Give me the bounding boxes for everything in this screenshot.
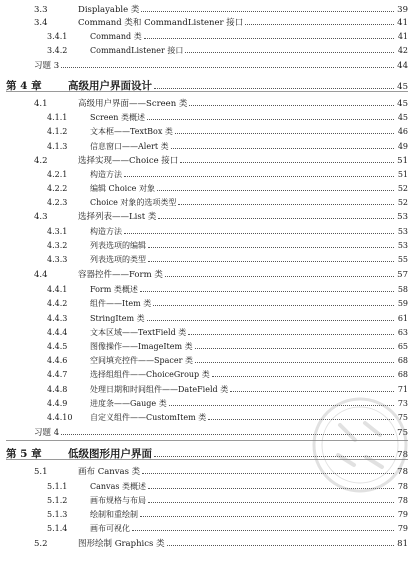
toc-page-number: 73 [397,399,408,408]
toc-number: 4.1.2 [47,127,68,136]
toc-number: 4.4.5 [47,342,68,351]
toc-row [47,44,408,58]
toc-number: 4.2.1 [47,170,68,179]
toc-row [47,225,408,239]
toc-page-number: 39 [397,5,408,15]
toc-leader-dots [147,114,394,120]
toc-title: 绘制和重绘制 [90,510,138,519]
toc-page-number: 45 [397,82,408,92]
toc-leader-dots [141,6,394,12]
toc-page-number: 79 [397,510,408,519]
toc-row [47,125,408,139]
toc-number: 4.1.3 [47,142,68,151]
toc-number: 4.4.3 [47,314,68,323]
toc-leader-dots [148,256,394,262]
toc-page-number: 46 [397,127,408,136]
toc-page-number: 59 [397,299,408,308]
toc-leader-dots [180,157,394,163]
toc-page-number: 65 [397,342,408,351]
toc-page-number: 81 [397,539,408,549]
toc-number: 3.4.2 [47,46,68,55]
toc-number: 4.3.2 [47,241,68,250]
toc-row [47,253,408,267]
toc-title: CommandListener 接口 [90,46,184,55]
toc-page-number: 78 [397,496,408,505]
toc-page-number: 52 [397,198,408,207]
toc-number: 4.4.7 [47,370,68,379]
toc-page-number: 79 [397,524,408,533]
toc-number: 4.2 [34,156,48,166]
toc-title: 高级用户界面——Screen 类 [78,99,188,109]
toc-title: 图形绘制 Graphics 类 [78,539,165,549]
toc-page-number: 49 [397,142,408,151]
toc-number: 4.2.2 [47,184,68,193]
toc-title: 画布 Canvas 类 [78,467,141,477]
toc-page-number: 71 [397,385,408,394]
toc-page-number: 78 [397,467,408,477]
toc-title: 编辑 Choice 对象 [90,184,155,193]
toc-title: Canvas 类概述 [90,482,146,491]
toc-leader-dots [158,213,394,219]
toc-title: 自定义组件——CustomItem 类 [90,413,207,422]
toc-leader-dots [148,242,394,248]
toc-title: Command 类和 CommandListener 接口 [78,18,244,28]
toc-number: 4.1 [34,99,48,109]
toc-row [47,368,408,382]
toc-number: 5.1 [34,467,48,477]
toc-page-number: 53 [397,212,408,222]
toc-row [47,239,408,253]
toc-page-number: 75 [397,413,408,422]
toc-row [47,111,408,125]
toc-leader-dots [188,329,394,335]
toc-title: 构造方法 [90,227,122,236]
toc-row [34,3,408,17]
toc-leader-dots [124,228,394,234]
toc-number: 3.4 [34,18,48,28]
chapter-divider-line [6,91,408,92]
toc-leader-dots [154,83,394,89]
toc-title: Choice 对象的选项类型 [90,198,177,207]
toc-number: 4.4.9 [47,399,68,408]
toc-leader-dots [140,286,394,292]
toc-leader-dots [245,19,394,25]
toc-page-number: 42 [397,46,408,55]
toc-leader-dots [171,143,394,149]
toc-title: 画布规格与布局 [90,496,146,505]
toc-page-number: 75 [397,428,408,438]
toc-leader-dots [144,33,394,39]
toc-number: 4.4.8 [47,385,68,394]
toc-title: 组件——Item 类 [90,299,152,308]
toc-number: 4.4.2 [47,299,68,308]
toc-number: 4.1.1 [47,113,68,122]
toc-row [47,326,408,340]
toc-page-number: 68 [397,356,408,365]
toc-leader-dots [167,540,394,546]
toc-row [47,508,408,522]
toc-row [47,283,408,297]
toc-leader-dots [178,199,394,205]
toc-leader-dots [148,497,394,503]
toc-title: 进度条——Gauge 类 [90,399,167,408]
toc-number: 第 4 章 [6,80,42,92]
toc-row [34,97,408,111]
toc-leader-dots [147,315,394,321]
toc-title: 选择实现——Choice 接口 [78,156,179,166]
toc-title: 习题 3 [34,61,60,71]
toc-title: 习题 4 [34,428,60,438]
toc-row [47,340,408,354]
toc-page-number: 51 [397,156,408,166]
toc-title: 空间填充控件——Spacer 类 [90,356,193,365]
toc-number: 5.1.3 [47,510,68,519]
toc-title: 选择列表——List 类 [78,212,157,222]
toc-row [47,140,408,154]
toc-row [34,154,408,168]
toc-leader-dots [212,371,394,377]
toc-title: 图像操作——ImageItem 类 [90,342,193,351]
toc-row [34,537,408,551]
toc-page-number: 68 [397,370,408,379]
toc-row [34,268,408,282]
toc-title: StringItem 类 [90,314,145,323]
toc-page-number: 41 [397,18,408,28]
toc-row [34,16,408,30]
toc-row [34,210,408,224]
toc-title: 容器控件——Form 类 [78,270,163,280]
toc-leader-dots [132,525,394,531]
toc-row [47,297,408,311]
toc-title: Form 类概述 [90,285,138,294]
toc-row [47,196,408,210]
toc-title: 文本区域——TextField 类 [90,328,187,337]
toc-number: 4.4.1 [47,285,68,294]
toc-page-number: 57 [397,270,408,280]
toc-page-number: 78 [397,450,408,460]
toc-row [47,522,408,536]
toc-title: 低级图形用户界面 [68,448,152,460]
toc-leader-dots [185,47,394,53]
toc-title: Displayable 类 [78,5,140,15]
toc-row [47,312,408,326]
toc-leader-dots [124,171,394,177]
toc-title: 选择组组件——ChoiceGroup 类 [90,370,210,379]
toc-title: 列表选项的编辑 [90,241,146,250]
toc-leader-dots [175,128,394,134]
toc-page-number: 45 [397,113,408,122]
toc-leader-dots [195,343,394,349]
toc-leader-dots [61,62,394,68]
toc-number: 3.3 [34,5,48,15]
toc-number: 4.3.1 [47,227,68,236]
toc-number: 5.1.1 [47,482,68,491]
toc-number: 4.4.10 [47,413,73,422]
toc-number: 4.4 [34,270,48,280]
toc-leader-dots [153,300,394,306]
toc-page-number: 61 [397,314,408,323]
toc-title: 画布可视化 [90,524,130,533]
toc-exercise-row [34,59,408,73]
toc-page-number: 44 [397,61,408,71]
toc-page-number: 58 [397,285,408,294]
toc-number: 3.4.1 [47,32,68,41]
toc-leader-dots [195,357,394,363]
toc-title: 信息窗口——Alert 类 [90,142,169,151]
toc-number: 4.2.3 [47,198,68,207]
toc-title: 列表选项的类型 [90,255,146,264]
toc-page-number: 53 [397,241,408,250]
watermark-seal [310,395,410,495]
toc-number: 5.1.4 [47,524,68,533]
toc-leader-dots [157,185,394,191]
toc-page-number: 53 [397,227,408,236]
toc-row [47,30,408,44]
toc-page-number: 51 [397,170,408,179]
toc-leader-dots [140,511,394,517]
toc-number: 4.4.4 [47,328,68,337]
toc-page-number: 45 [397,99,408,109]
toc-title: Command 类 [90,32,142,41]
toc-number: 4.3 [34,212,48,222]
toc-page-number: 41 [397,32,408,41]
toc-title: Screen 类概述 [90,113,145,122]
toc-leader-dots [230,386,394,392]
toc-page-number: 52 [397,184,408,193]
toc-number: 4.4.6 [47,356,68,365]
toc-title: 处理日期和时间组件——DateField 类 [90,385,229,394]
toc-title: 构造方法 [90,170,122,179]
toc-number: 5.1.2 [47,496,68,505]
toc-number: 4.3.3 [47,255,68,264]
toc-title: 文本框——TextBox 类 [90,127,173,136]
toc-leader-dots [189,100,394,106]
toc-page-number: 55 [397,255,408,264]
toc-row [47,494,408,508]
toc-title: 高级用户界面设计 [68,80,152,92]
toc-row [47,354,408,368]
toc-page-number: 63 [397,328,408,337]
toc-page-number: 78 [397,482,408,491]
toc-number: 5.2 [34,539,48,549]
toc-leader-dots [165,271,394,277]
toc-number: 第 5 章 [6,448,42,460]
toc-row [47,182,408,196]
toc-row [47,168,408,182]
